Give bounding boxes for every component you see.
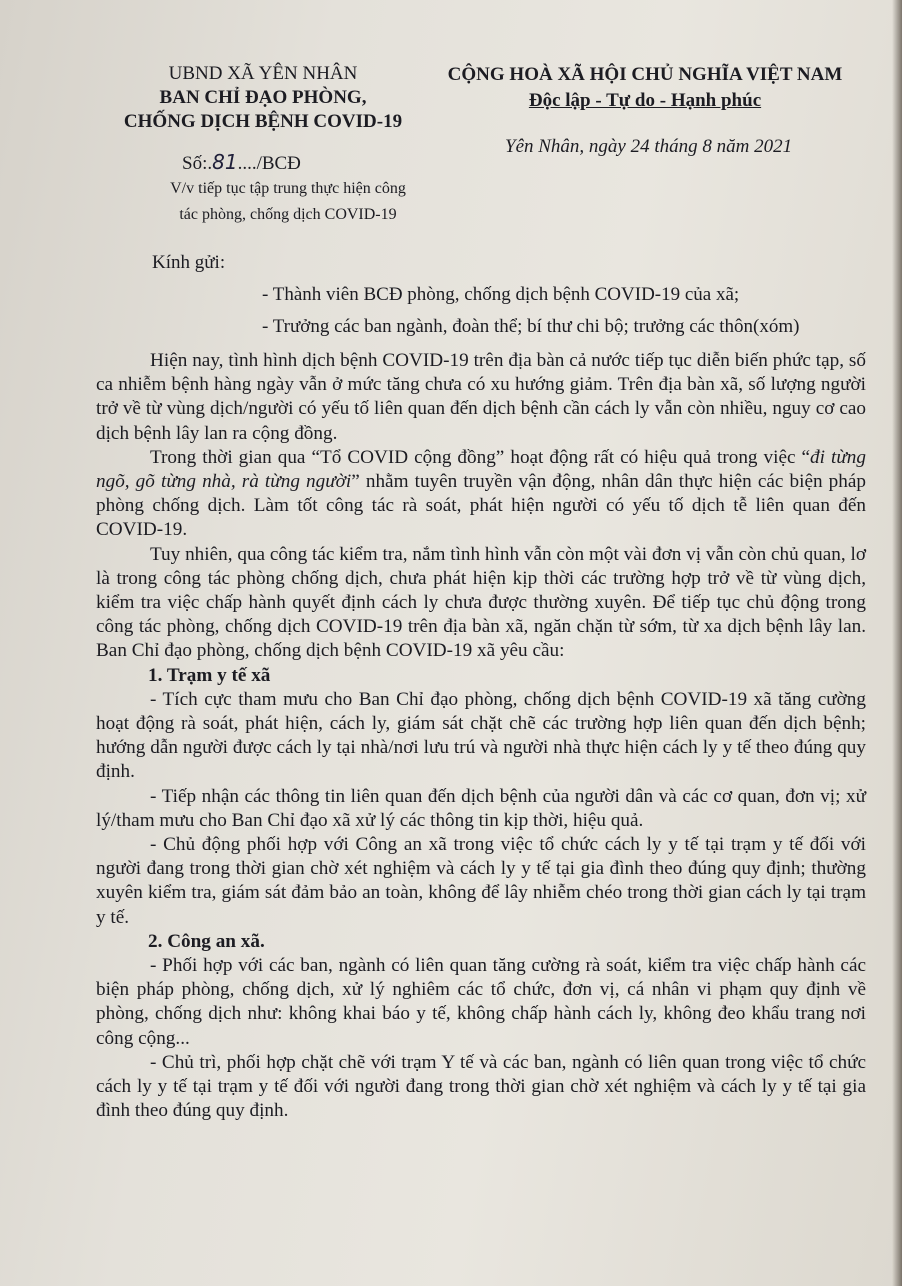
paragraph-police-2: - Chủ trì, phối hợp chặt chẽ với trạm Y tế và các ban, ngành có liên quan trong việc tổ chức cách ly y tế tại trạm y tế đối với người đang trong thời gian chờ xét nghiệm và cách ly y tế tại gia đình theo đúng quy định. (96, 1051, 866, 1122)
national-header (410, 62, 880, 114)
recipient-1: - Thành viên BCĐ phòng, chống dịch bệnh COVID-19 của xã; (262, 284, 740, 305)
paragraph-health-2: - Tiếp nhận các thông tin liên quan đến dịch bệnh của người dân và các cơ quan, đơn vị; xử lý/tham mưu cho Ban Chỉ đạo xã xử lý các thông tin kịp thời, hiệu quả. (96, 785, 866, 831)
page-edge-shadow (892, 0, 902, 1286)
paragraph-situation: Hiện nay, tình hình dịch bệnh COVID-19 trên địa bàn cả nước tiếp tục diễn biến phức tạp, số ca nhiễm bệnh hàng ngày vẫn ở mức tăng chưa có xu hướng giảm. Trên địa bàn xã, số lượng người trở về từ vùng dịch/người có yếu tố liên quan đến dịch bệnh cần cách ly vẫn còn nhiều, nguy cơ cao dịch bệnh lây lan ra cộng đồng. (96, 350, 866, 444)
document-body (96, 349, 866, 1124)
paragraph-community-team-a: Trong thời gian qua “Tổ COVID cộng đồng” hoạt động rất có hiệu quả trong việc “ (150, 446, 811, 468)
paragraph-community-team-b: ” nhằm tuyên truyền vận động, nhân dân thực hiện các biện pháp phòng chống dịch. Làm tốt công tác rà soát, phát hiện người có yếu tố dịch tễ liên quan đến COVID-19. (96, 471, 866, 541)
recipient-2: - Trưởng các ban ngành, đoàn thể; bí thư chi bộ; trưởng các thôn(xóm) (262, 316, 800, 337)
nation-title: CỘNG HOÀ XÃ HỘI CHỦ NGHĨA VIỆT NAM (447, 64, 843, 85)
paragraph-community-team (96, 446, 866, 543)
paragraph-police-1: - Phối hợp với các ban, ngành có liên quan tăng cường rà soát, kiểm tra việc chấp hành các biện pháp phòng, chống dịch, xử lý nghiêm các tổ chức, đơn vị, cá nhân vi phạm quy định về phòng, chống dịch như: không khai báo y tế, không chấp hành cách ly, không đeo khẩu trang nơi công cộng... (96, 955, 866, 1049)
paragraph-health-3: - Chủ động phối hợp với Công an xã trong việc tổ chức cách ly y tế tại trạm y tế đối với người đang trong thời gian chờ xét nghiệm và cách ly y tế tại gia đình theo đúng quy định; thường xuyên kiểm tra, giám sát đảm bảo an toàn, không để lây nhiễm chéo trong thời gian cách ly tại trạm y tế. (96, 834, 866, 928)
subject-line-1: V/v tiếp tục tập trung thực hiện công (170, 180, 406, 197)
doc-number-suffix: ..../BCĐ (237, 153, 301, 174)
national-motto: Độc lập - Tự do - Hạnh phúc (528, 90, 762, 111)
paragraph-health-1: - Tích cực tham mưu cho Ban Chỉ đạo phòng, chống dịch bệnh COVID-19 xã tăng cường hoạt động rà soát, phát hiện, cách ly, giám sát chặt chẽ các trường hợp liên quan đến dịch bệnh; hướng dẫn người được cách ly tại nhà/nơi lưu trú và người nhà thực hiện cách ly y tế theo đúng quy định. (96, 688, 866, 783)
doc-number-prefix: Số:. (182, 153, 213, 174)
org-line-1: UBND XÃ YÊN NHÂN (168, 63, 358, 84)
slogan-text: đi từng ngõ, gõ từng nhà, rà từng người (96, 446, 866, 493)
org-line-3: CHỐNG DỊCH BỆNH COVID-19 (123, 111, 403, 132)
section-heading-police: 2. Công an xã. (148, 930, 265, 952)
salutation: Kính gửi: (152, 252, 226, 273)
section-heading-health-station: 1. Trạm y tế xã (148, 664, 271, 686)
org-line-2: BAN CHỈ ĐẠO PHÒNG, (159, 87, 367, 108)
doc-number-handwritten: 81 (212, 150, 238, 174)
place-and-date: Yên Nhân, ngày 24 tháng 8 năm 2021 (505, 136, 793, 157)
paragraph-however: Tuy nhiên, qua công tác kiểm tra, nắm tình hình vẫn còn một vài đơn vị vẫn còn chủ quan, lơ là trong công tác phòng chống dịch, chưa phát hiện kịp thời các trường hợp trở về từ vùng dịch, kiểm tra việc chấp hành quyết định cách ly chưa được thường xuyên. Để tiếp tục chủ động trong công tác phòng, chống dịch COVID-19 trên địa bàn xã, ngăn chặn từ sớm, từ xa dịch bệnh lây lan. Ban Chỉ đạo phòng, chống dịch bệnh COVID-19 xã yêu cầu: (96, 543, 866, 662)
subject-line-2: tác phòng, chống dịch COVID-19 (179, 206, 397, 223)
document-number (182, 150, 301, 175)
issuing-organization (98, 62, 428, 134)
subject-line (148, 176, 428, 228)
